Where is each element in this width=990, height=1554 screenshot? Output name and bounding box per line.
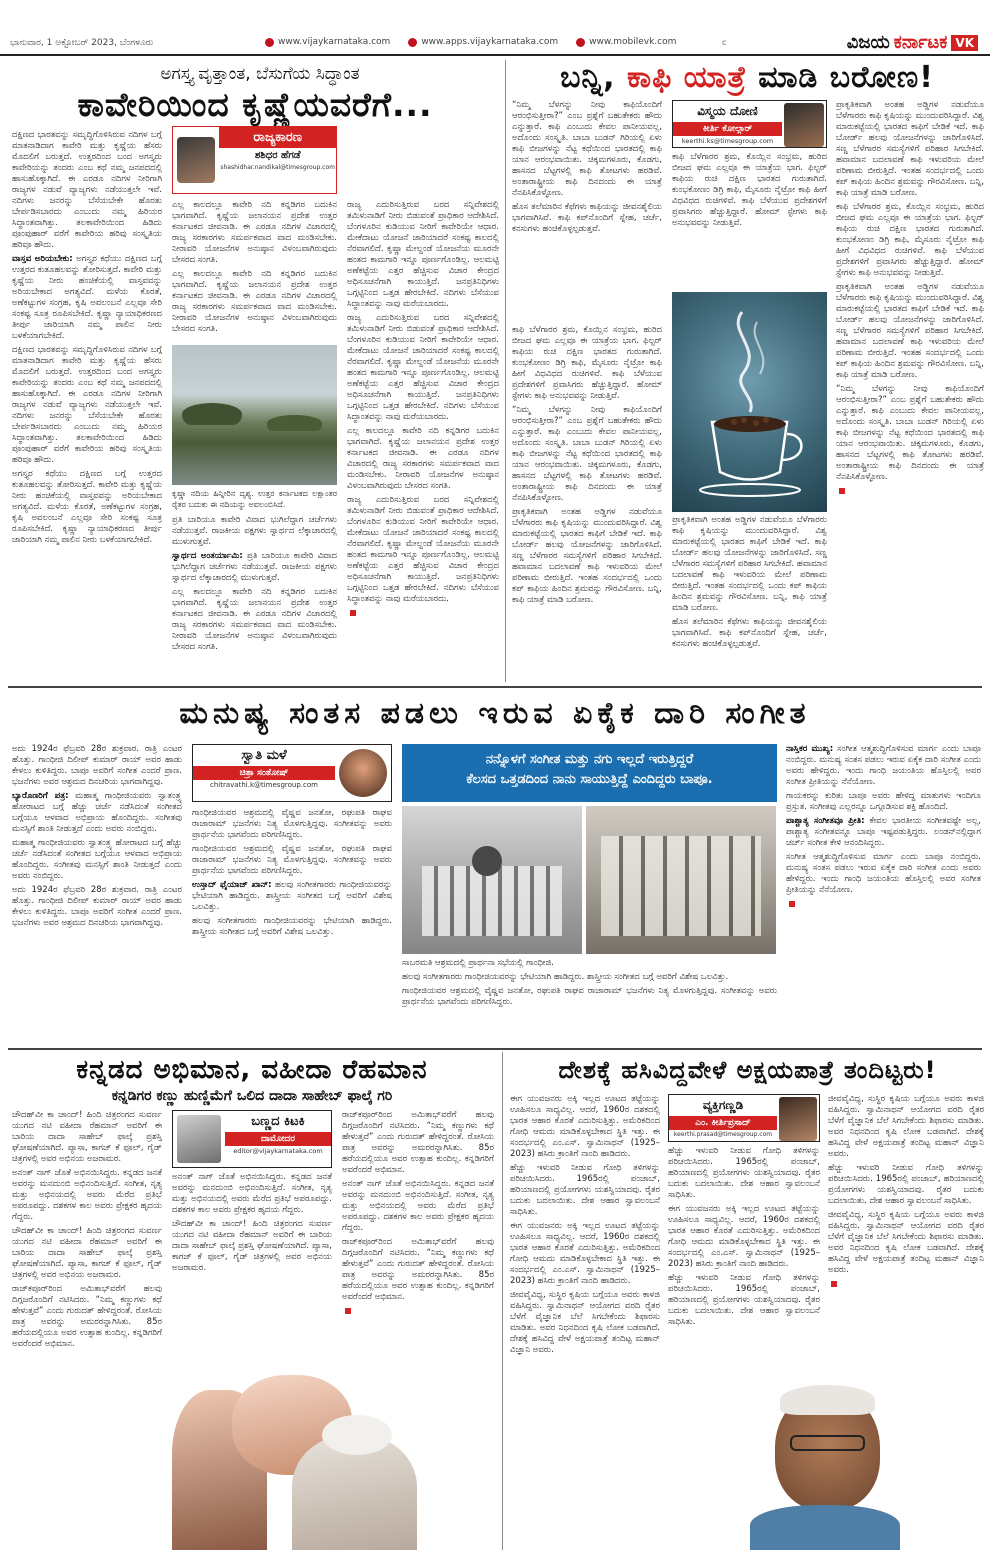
author-email[interactable]: editor@vijaykarnataka.com bbox=[233, 1147, 323, 1155]
app-icon bbox=[408, 38, 417, 47]
gandhi-prayer-photo bbox=[402, 806, 582, 954]
author-name: ಚಿತ್ರಾ ಸಂತೋಷ್ bbox=[193, 766, 335, 780]
author-name: ಎಂ. ಕೀರ್ತಿಪ್ರಸಾದ್ bbox=[669, 1116, 777, 1130]
article4-byline bbox=[172, 1110, 332, 1168]
article4-column3: ರಾಜ್‌ಕಪೂರ್‌ರಿಂದ ಅಮಿತಾಭ್‌ವರೆಗೆ ಹಲವು ದಿಗ್ಗಜರೊಂದಿಗೆ ನಟಿಸಿದರು. “ನಿಮ್ಮ ಕಣ್ಣುಗಳು ಕಥೆ ಹೇಳುತ್ತವೆ” ಎಂದು ಗುರುದತ್ ಹೇಳಿದ್ದರಂತೆ. ರೋಸಿಯ ಪಾತ್ರ ಅವರನ್ನು ಅಮರರನ್ನಾಗಿಸಿತು. 85ರ ಹರೆಯದಲ್ಲಿಯೂ ಅವರ ಉತ್ಸಾಹ ಕುಂದಿಲ್ಲ. ಕನ್ನಡಿಗರಿಗೆ ಅವರೆಂದರೆ ಅಭಿಮಾನ. ಅನಂತ್ ನಾಗ್ ಜೊತೆ ಅಭಿನಯಿಸಿದ್ದರು. ಕನ್ನಡದ ಜನತೆ ಅವರನ್ನು ಮನದುಂಬಿ ಅಭಿನಂದಿಸುತ್ತಿದೆ. ಸಂಗೀತ, ನೃತ್ಯ ಮತ್ತು ಅಭಿನಯದಲ್ಲಿ ಅವರು ಮೆರೆದ ಪ್ರತಿಭೆ ಅಪರೂಪದ್ದು. ದಶಕಗಳ ಕಾಲ ಅವರು ಪ್ರೇಕ್ಷಕರ ಹೃದಯ ಗೆದ್ದರು. ರಾಜ್‌ಕಪೂರ್‌ರಿಂದ ಅಮಿತಾಭ್‌ವರೆಗೆ ಹಲವು ದಿಗ್ಗಜರೊಂದಿಗೆ ನಟಿಸಿದರು. “ನಿಮ್ಮ ಕಣ್ಣುಗಳು ಕಥೆ ಹೇಳುತ್ತವೆ” ಎಂದು ಗುರುದತ್ ಹೇಳಿದ್ದರಂತೆ. ರೋಸಿಯ ಪಾತ್ರ ಅವರನ್ನು ಅಮರರನ್ನಾಗಿಸಿತು. 85ರ ಹರೆಯದಲ್ಲಿಯೂ ಅವರ ಉತ್ಸಾಹ ಕುಂದಿಲ್ಲ. ಕನ್ನಡಿಗರಿಗೆ ಅವರೆಂದರೆ ಅಭಿಮಾನ. bbox=[342, 1110, 494, 1550]
article3-column3: ನಾಸ್ತಿಕರ ಮುಖ್ಯ: ಸಂಗೀತ ಆತ್ಮಶುದ್ಧಿಗೊಳಿಸುವ ಮಾರ್ಗ ಎಂದು ಬಾಪೂ ನಂಬಿದ್ದರು. ಮನುಷ್ಯ ಸಂತಸ ಪಡಲು ಇರುವ ಏಕೈಕ ದಾರಿ ಸಂಗೀತ ಎಂದು ಅವರು ಹೇಳಿದ್ದರು. ಇಂದು ಗಾಂಧಿ ಜಯಂತಿಯ ಹೊಸ್ತಿಲಲ್ಲಿ ಅವರ ಸಂಗೀತ ಪ್ರೀತಿಯನ್ನು ನೆನೆಯೋಣ. ಗಾಯಕರನ್ನು ಕುರಿತು ಬಾಪೂ ಅವರು ಹೇಳಿದ್ದ ಮಾತುಗಳು ಇಂದಿಗೂ ಪ್ರಸ್ತುತ. ಸಂಗೀತವು ಎಲ್ಲರನ್ನೂ ಒಗ್ಗೂಡಿಸುವ ಶಕ್ತಿ ಹೊಂದಿದೆ. ಪಾಶ್ಚಾತ್ಯ ಸಂಗೀತವೂ ಪ್ರೀತಿ: ಕೇವಲ ಭಾರತೀಯ ಸಂಗೀತವಷ್ಟೇ ಅಲ್ಲ, ಪಾಶ್ಚಾತ್ಯ ಸಂಗೀತವನ್ನೂ ಬಾಪೂ ಇಷ್ಟಪಡುತ್ತಿದ್ದರು. ಲಂಡನ್‌ನಲ್ಲಿದ್ದಾಗ ಚರ್ಚ್ ಸಂಗೀತ ಕೇಳಿ ಆನಂದಿಸಿದ್ದರು. ಸಂಗೀತ ಆತ್ಮಶುದ್ಧಿಗೊಳಿಸುವ ಮಾರ್ಗ ಎಂದು ಬಾಪೂ ನಂಬಿದ್ದರು. ಮನುಷ್ಯ ಸಂತಸ ಪಡಲು ಇರುವ ಏಕೈಕ ದಾರಿ ಸಂಗೀತ ಎಂದು ಅವರು ಹೇಳಿದ್ದರು. ಇಂದು ಗಾಂಧಿ ಜಯಂತಿಯ ಹೊಸ್ತಿಲಲ್ಲಿ ಅವರ ಸಂಗೀತ ಪ್ರೀತಿಯನ್ನು ನೆನೆಯೋಣ. bbox=[786, 744, 981, 1044]
end-mark bbox=[831, 1281, 837, 1287]
musicians-photo bbox=[586, 806, 776, 954]
article5-column3: ಜೀವವೈವಿಧ್ಯ, ಸುಸ್ಥಿರ ಕೃಷಿಯ ಬಗ್ಗೆಯೂ ಅವರು ಕಾಳಜಿ ವಹಿಸಿದ್ದರು. ಸ್ವಾಮಿನಾಥನ್ ಆಯೋಗದ ವರದಿ ರೈತರ ಬೆಳೆಗೆ ವೈಜ್ಞಾನಿಕ ಬೆಲೆ ಸಿಗಬೇಕೆಂದು ಶಿಫಾರಸು ಮಾಡಿತು. ಅವರ ನಿಧನದಿಂದ ಕೃಷಿ ಲೋಕ ಬಡವಾಗಿದೆ. ದೇಶಕ್ಕೆ ಹಸಿವಿದ್ದ ವೇಳೆ ಅಕ್ಷಯಪಾತ್ರೆ ತಂದಿಟ್ಟ ಮಹಾನ್ ವಿಜ್ಞಾನಿ ಅವರು. ಹೆಚ್ಚು ಇಳುವರಿ ನೀಡುವ ಗೋಧಿ ತಳಿಗಳನ್ನು ಪರಿಚಯಿಸಿದರು. 1965ರಲ್ಲಿ ಪಂಜಾಬ್, ಹರಿಯಾಣದಲ್ಲಿ ಪ್ರಯೋಗಗಳು ಯಶಸ್ವಿಯಾದವು. ರೈತರ ಬದುಕು ಬದಲಾಯಿತು. ದೇಶ ಆಹಾರ ಸ್ವಾವಲಂಬನೆ ಸಾಧಿಸಿತು. ಜೀವವೈವಿಧ್ಯ, ಸುಸ್ಥಿರ ಕೃಷಿಯ ಬಗ್ಗೆಯೂ ಅವರು ಕಾಳಜಿ ವಹಿಸಿದ್ದರು. ಸ್ವಾಮಿನಾಥನ್ ಆಯೋಗದ ವರದಿ ರೈತರ ಬೆಳೆಗೆ ವೈಜ್ಞಾನಿಕ ಬೆಲೆ ಸಿಗಬೇಕೆಂದು ಶಿಫಾರಸು ಮಾಡಿತು. ಅವರ ನಿಧನದಿಂದ ಕೃಷಿ ಲೋಕ ಬಡವಾಗಿದೆ. ದೇಶಕ್ಕೆ ಹಸಿವಿದ್ದ ವೇಳೆ ಅಕ್ಷಯಪಾತ್ರೆ ತಂದಿಟ್ಟ ಮಹಾನ್ ವಿಜ್ಞಾನಿ ಅವರು. bbox=[828, 1094, 984, 1550]
author-name: ದಾಮೋದರ bbox=[225, 1132, 331, 1146]
end-mark bbox=[345, 1308, 351, 1314]
brand-name-part2: ಕರ್ನಾಟಕ bbox=[893, 32, 948, 53]
article4-headline: ಕನ್ನಡದ ಅಭಿಮಾನ, ವಹೀದಾ ರೆಹಮಾನ bbox=[76, 1055, 428, 1085]
brand-name-part1: ವಿಜಯ bbox=[846, 32, 890, 53]
coffee-cup-icon bbox=[672, 292, 827, 512]
article3-photo-caption: ಸಾಬರಮತಿ ಆಶ್ರಮದಲ್ಲಿ ಪ್ರಾರ್ಥನಾ ಸಭೆಯಲ್ಲಿ ಗಾಂಧೀಜಿ. ಹಲವು ಸಂಗೀತಗಾರರು ಗಾಂಧೀಜಿಯವರನ್ನು ಭೇಟಿಯಾಗಿ ಹಾಡಿದ್ದರು. ಶಾಸ್ತ್ರೀಯ ಸಂಗೀತದ ಬಗ್ಗೆ ಅವರಿಗೆ ವಿಶೇಷ ಒಲವಿತ್ತು. ಗಾಂಧೀಜಿಯವರ ಆಶ್ರಮದಲ್ಲಿ ವೈಷ್ಣವ ಜನತೋ, ರಘುಪತಿ ರಾಘವ ರಾಜಾರಾಮ್ ಭಜನೆಗಳು ನಿತ್ಯ ಮೊಳಗುತ್ತಿದ್ದವು. ಸಂಗೀತವನ್ನು ಅವರು ಪ್ರಾರ್ಥನೆಯ ಭಾಗವೆಂದು ಪರಿಗಣಿಸಿದ್ದರು. bbox=[402, 958, 777, 1007]
author-email[interactable]: chitravathi.k@timesgroup.com bbox=[210, 781, 318, 789]
river-photo bbox=[172, 345, 337, 485]
section-divider bbox=[8, 1048, 982, 1050]
masthead bbox=[0, 0, 990, 56]
article1-kicker: ಅಗಸ್ತ್ಯ ವೃತ್ತಾಂತ, ಬೆಸುಗೆಯ ಸಿದ್ಧಾಂತ bbox=[160, 64, 360, 84]
column-tag: ವಿಸ್ಮಯ ದೋಣಿ bbox=[673, 101, 782, 122]
section-divider bbox=[8, 686, 982, 688]
swaminathan-portrait bbox=[750, 1380, 900, 1550]
article3-byline bbox=[192, 744, 392, 802]
brand-logo bbox=[847, 32, 978, 53]
end-mark bbox=[839, 488, 845, 494]
apps-link[interactable]: www.apps.vijaykarnataka.com bbox=[408, 37, 558, 47]
article2-column1-top: “ನಿಮ್ಮ ಬೆಳಗನ್ನು ನೀವು ಕಾಫಿಯೊಂದಿಗೆ ಆರಂಭಿಸುತ್ತೀರಾ?” ಎಂಬ ಪ್ರಶ್ನೆಗೆ ಬಹುತೇಕರು ಹೌದು ಎನ್ನುತ್ತಾರೆ. ಕಾಫಿ ಎಂಬುದು ಕೇವಲ ಪಾನೀಯವಲ್ಲ, ಅದೊಂದು ಸಂಸ್ಕೃತಿ. ಬಾಬಾ ಬುಡನ್ ಗಿರಿಯಲ್ಲಿ ಏಳು ಕಾಫಿ ಬೀಜಗಳನ್ನು ನೆಟ್ಟ ಕಥೆಯಿಂದ ಭಾರತದಲ್ಲಿ ಕಾಫಿ ಯಾನ ಆರಂಭವಾಯಿತು. ಚಿಕ್ಕಮಗಳೂರು, ಕೊಡಗು, ಹಾಸನದ ಬೆಟ್ಟಗಳಲ್ಲಿ ಕಾಫಿ ತೋಟಗಳು ಹರಡಿವೆ. ಅಂತಾರಾಷ್ಟ್ರೀಯ ಕಾಫಿ ದಿನದಂದು ಈ ಯಾತ್ರೆ ನೆನಪಿಸಿಕೊಳ್ಳೋಣ. ಹೊಸ ತಲೆಮಾರಿನ ಕೆಫೆಗಳು ಕಾಫಿಯನ್ನು ಜೀವನಶೈಲಿಯ ಭಾಗವಾಗಿಸಿವೆ. ಕಾಫಿ ಕಪ್‌ನೊಂದಿಗೆ ಸ್ನೇಹ, ಚರ್ಚೆ, ಕನಸುಗಳು ಹಂಚಿಕೊಳ್ಳಲ್ಪಡುತ್ತವೆ. bbox=[512, 100, 662, 234]
brand-badge: VK bbox=[951, 35, 978, 51]
article2-byline bbox=[672, 100, 827, 148]
globe-icon bbox=[265, 38, 274, 47]
column-divider bbox=[505, 60, 506, 682]
end-mark bbox=[789, 901, 795, 907]
column-tag: ಸ್ವಾತಿ ಮಳೆ bbox=[193, 745, 335, 766]
author-photo bbox=[177, 1115, 221, 1163]
article3-column2: ಗಾಂಧೀಜಿಯವರ ಆಶ್ರಮದಲ್ಲಿ ವೈಷ್ಣವ ಜನತೋ, ರಘುಪತಿ ರಾಘವ ರಾಜಾರಾಮ್ ಭಜನೆಗಳು ನಿತ್ಯ ಮೊಳಗುತ್ತಿದ್ದವು. ಸಂಗೀತವನ್ನು ಅವರು ಪ್ರಾರ್ಥನೆಯ ಭಾಗವೆಂದು ಪರಿಗಣಿಸಿದ್ದರು. ಗಾಂಧೀಜಿಯವರ ಆಶ್ರಮದಲ್ಲಿ ವೈಷ್ಣವ ಜನತೋ, ರಘುಪತಿ ರಾಘವ ರಾಜಾರಾಮ್ ಭಜನೆಗಳು ನಿತ್ಯ ಮೊಳಗುತ್ತಿದ್ದವು. ಸಂಗೀತವನ್ನು ಅವರು ಪ್ರಾರ್ಥನೆಯ ಭಾಗವೆಂದು ಪರಿಗಣಿಸಿದ್ದರು. ಉಸ್ತಾದ್ ಫೈಯಾಜ್ ಖಾನ್: ಹಲವು ಸಂಗೀತಗಾರರು ಗಾಂಧೀಜಿಯವರನ್ನು ಭೇಟಿಯಾಗಿ ಹಾಡಿದ್ದರು. ಶಾಸ್ತ್ರೀಯ ಸಂಗೀತದ ಬಗ್ಗೆ ಅವರಿಗೆ ವಿಶೇಷ ಒಲವಿತ್ತು. ಹಲವು ಸಂಗೀತಗಾರರು ಗಾಂಧೀಜಿಯವರನ್ನು ಭೇಟಿಯಾಗಿ ಹಾಡಿದ್ದರು. ಶಾಸ್ತ್ರೀಯ ಸಂಗೀತದ ಬಗ್ಗೆ ಅವರಿಗೆ ವಿಶೇಷ ಒಲವಿತ್ತು. bbox=[192, 808, 392, 937]
author-photo bbox=[339, 749, 387, 797]
article2-column2-bottom: ಪ್ರಾಕೃತಿಕವಾಗಿ ಅಂತಹ ಅಡ್ಡಿಗಳ ನಡುವೆಯೂ ಬೆಳೆಗಾರರು ಕಾಫಿ ಕೃಷಿಯನ್ನು ಮುಂದುವರಿಸಿದ್ದಾರೆ. ವಿಶ್ವ ಮಾರುಕಟ್ಟೆಯಲ್ಲಿ ಭಾರತದ ಕಾಫಿಗೆ ಬೇಡಿಕೆ ಇದೆ. ಕಾಫಿ ಬೋರ್ಡ್ ಹಲವು ಯೋಜನೆಗಳನ್ನು ಜಾರಿಗೊಳಿಸಿದೆ. ಸಣ್ಣ ಬೆಳೆಗಾರರ ಸಮಸ್ಯೆಗಳಿಗೆ ಪರಿಹಾರ ಸಿಗಬೇಕಿದೆ. ಹವಾಮಾನ ಬದಲಾವಣೆ ಕಾಫಿ ಇಳುವರಿಯ ಮೇಲೆ ಪರಿಣಾಮ ಬೀರುತ್ತಿದೆ. ಇಂತಹ ಸಂದರ್ಭದಲ್ಲಿ ಒಂದು ಕಪ್ ಕಾಫಿಯ ಹಿಂದಿನ ಶ್ರಮವನ್ನು ಗೌರವಿಸೋಣ. ಬನ್ನಿ, ಕಾಫಿ ಯಾತ್ರೆ ಮಾಡಿ ಬರೋಣ. ಹೊಸ ತಲೆಮಾರಿನ ಕೆಫೆಗಳು ಕಾಫಿಯನ್ನು ಜೀವನಶೈಲಿಯ ಭಾಗವಾಗಿಸಿವೆ. ಕಾಫಿ ಕಪ್‌ನೊಂದಿಗೆ ಸ್ನೇಹ, ಚರ್ಚೆ, ಕನಸುಗಳು ಹಂಚಿಕೊಳ್ಳಲ್ಪಡುತ್ತವೆ. bbox=[672, 515, 827, 649]
waheeda-rehman-collage bbox=[172, 1375, 432, 1550]
article2-column1-bottom: ಕಾಫಿ ಬೆಳೆಗಾರರ ಶ್ರಮ, ಕೊಯ್ಲಿನ ಸಂಭ್ರಮ, ಹುರಿದ ಬೀಜದ ಘಮ ಎಲ್ಲವೂ ಈ ಯಾತ್ರೆಯ ಭಾಗ. ಫಿಲ್ಟರ್ ಕಾಫಿಯ ರುಚಿ ದಕ್ಷಿಣ ಭಾರತದ ಗುರುತಾಗಿದೆ. ಕುಂಭಕೋಣಂ ಡಿಗ್ರಿ ಕಾಫಿ, ಮೈಸೂರು ನೈಟ್ರೋ ಕಾಫಿ ಹೀಗೆ ವಿಧವಿಧದ ರುಚಿಗಳಿವೆ. ಕಾಫಿ ಬೆಳೆಯುವ ಪ್ರದೇಶಗಳಿಗೆ ಪ್ರವಾಸಿಗರು ಹೆಚ್ಚುತ್ತಿದ್ದಾರೆ. ಹೋಮ್ ಸ್ಟೇಗಳು ಕಾಫಿ ಅನುಭವವನ್ನು ನೀಡುತ್ತಿವೆ. “ನಿಮ್ಮ ಬೆಳಗನ್ನು ನೀವು ಕಾಫಿಯೊಂದಿಗೆ ಆರಂಭಿಸುತ್ತೀರಾ?” ಎಂಬ ಪ್ರಶ್ನೆಗೆ ಬಹುತೇಕರು ಹೌದು ಎನ್ನುತ್ತಾರೆ. ಕಾಫಿ ಎಂಬುದು ಕೇವಲ ಪಾನೀಯವಲ್ಲ, ಅದೊಂದು ಸಂಸ್ಕೃತಿ. ಬಾಬಾ ಬುಡನ್ ಗಿರಿಯಲ್ಲಿ ಏಳು ಕಾಫಿ ಬೀಜಗಳನ್ನು ನೆಟ್ಟ ಕಥೆಯಿಂದ ಭಾರತದಲ್ಲಿ ಕಾಫಿ ಯಾನ ಆರಂಭವಾಯಿತು. ಚಿಕ್ಕಮಗಳೂರು, ಕೊಡಗು, ಹಾಸನದ ಬೆಟ್ಟಗಳಲ್ಲಿ ಕಾಫಿ ತೋಟಗಳು ಹರಡಿವೆ. ಅಂತಾರಾಷ್ಟ್ರೀಯ ಕಾಫಿ ದಿನದಂದು ಈ ಯಾತ್ರೆ ನೆನಪಿಸಿಕೊಳ್ಳೋಣ. ಪ್ರಾಕೃತಿಕವಾಗಿ ಅಂತಹ ಅಡ್ಡಿಗಳ ನಡುವೆಯೂ ಬೆಳೆಗಾರರು ಕಾಫಿ ಕೃಷಿಯನ್ನು ಮುಂದುವರಿಸಿದ್ದಾರೆ. ವಿಶ್ವ ಮಾರುಕಟ್ಟೆಯಲ್ಲಿ ಭಾರತದ ಕಾಫಿಗೆ ಬೇಡಿಕೆ ಇದೆ. ಕಾಫಿ ಬೋರ್ಡ್ ಹಲವು ಯೋಜನೆಗಳನ್ನು ಜಾರಿಗೊಳಿಸಿದೆ. ಸಣ್ಣ ಬೆಳೆಗಾರರ ಸಮಸ್ಯೆಗಳಿಗೆ ಪರಿಹಾರ ಸಿಗಬೇಕಿದೆ. ಹವಾಮಾನ ಬದಲಾವಣೆ ಕಾಫಿ ಇಳುವರಿಯ ಮೇಲೆ ಪರಿಣಾಮ ಬೀರುತ್ತಿದೆ. ಇಂತಹ ಸಂದರ್ಭದಲ್ಲಿ ಒಂದು ಕಪ್ ಕಾಫಿಯ ಹಿಂದಿನ ಶ್ರಮವನ್ನು ಗೌರವಿಸೋಣ. ಬನ್ನಿ, ಕಾಫಿ ಯಾತ್ರೆ ಮಾಡಿ ಬರೋಣ. bbox=[512, 325, 662, 605]
author-name: ಶಶಿಧರ ಹೆಗಡೆ bbox=[254, 150, 301, 161]
author-email[interactable]: keerthi.prasad@timesgroup.com bbox=[673, 1131, 773, 1138]
issue-date: ಭಾನುವಾರ, 1 ಅಕ್ಟೋಬರ್ 2023, ಬೆಂಗಳೂರು bbox=[10, 38, 154, 48]
author-name: ಕೀರ್ತಿ ಕೋಲ್ಗಾರ್ bbox=[673, 122, 782, 136]
author-photo bbox=[177, 137, 215, 183]
article1-column2-bottom: ಪ್ರತಿ ಬಾರಿಯೂ ಕಾವೇರಿ ವಿವಾದ ಭುಗಿಲೆದ್ದಾಗ ಚರ್ಚೆಗಳು ನಡೆಯುತ್ತವೆ. ರಾಜಕೀಯ ಪಕ್ಷಗಳು ಸ್ವಾರ್ಥದ ಲೆಕ್ಕಾಚಾರದಲ್ಲಿ ಮುಳುಗುತ್ತವೆ. ಸ್ವಾರ್ಥದ ಅಂತರ್ಯಾಮಿ: ಪ್ರತಿ ಬಾರಿಯೂ ಕಾವೇರಿ ವಿವಾದ ಭುಗಿಲೆದ್ದಾಗ ಚರ್ಚೆಗಳು ನಡೆಯುತ್ತವೆ. ರಾಜಕೀಯ ಪಕ್ಷಗಳು ಸ್ವಾರ್ಥದ ಲೆಕ್ಕಾಚಾರದಲ್ಲಿ ಮುಳುಗುತ್ತವೆ. ಎಲ್ಲ ಕಾಲದಲ್ಲೂ ಕಾವೇರಿ ನದಿ ಕನ್ನಡಿಗರ ಬದುಕಿನ ಭಾಗವಾಗಿದೆ. ಕೃಷ್ಣೆಯ ಜಲಾನಯನ ಪ್ರದೇಶ ಉತ್ತರ ಕರ್ನಾಟಕದ ಜೀವನಾಡಿ. ಈ ಎರಡೂ ನದಿಗಳ ವಿಚಾರದಲ್ಲಿ ರಾಜ್ಯ ಸರಕಾರಗಳು ಸಮರ್ಪಕವಾದ ವಾದ ಮಂಡಿಸಬೇಕು. ನೀರಾವರಿ ಯೋಜನೆಗಳ ಅನುಷ್ಠಾನ ವಿಳಂಬವಾಗಿರುವುದು ಬೇಸರದ ಸಂಗತಿ. bbox=[172, 515, 337, 652]
author-email[interactable]: shashidhar.nandikal@timesgroup.com bbox=[220, 164, 335, 171]
article1-column2-top: ಎಲ್ಲ ಕಾಲದಲ್ಲೂ ಕಾವೇರಿ ನದಿ ಕನ್ನಡಿಗರ ಬದುಕಿನ ಭಾಗವಾಗಿದೆ. ಕೃಷ್ಣೆಯ ಜಲಾನಯನ ಪ್ರದೇಶ ಉತ್ತರ ಕರ್ನಾಟಕದ ಜೀವನಾಡಿ. ಈ ಎರಡೂ ನದಿಗಳ ವಿಚಾರದಲ್ಲಿ ರಾಜ್ಯ ಸರಕಾರಗಳು ಸಮರ್ಪಕವಾದ ವಾದ ಮಂಡಿಸಬೇಕು. ನೀರಾವರಿ ಯೋಜನೆಗಳ ಅನುಷ್ಠಾನ ವಿಳಂಬವಾಗಿರುವುದು ಬೇಸರದ ಸಂಗತಿ. ಎಲ್ಲ ಕಾಲದಲ್ಲೂ ಕಾವೇರಿ ನದಿ ಕನ್ನಡಿಗರ ಬದುಕಿನ ಭಾಗವಾಗಿದೆ. ಕೃಷ್ಣೆಯ ಜಲಾನಯನ ಪ್ರದೇಶ ಉತ್ತರ ಕರ್ನಾಟಕದ ಜೀವನಾಡಿ. ಈ ಎರಡೂ ನದಿಗಳ ವಿಚಾರದಲ್ಲಿ ರಾಜ್ಯ ಸರಕಾರಗಳು ಸಮರ್ಪಕವಾದ ವಾದ ಮಂಡಿಸಬೇಕು. ನೀರಾವರಿ ಯೋಜನೆಗಳ ಅನುಷ್ಠಾನ ವಿಳಂಬವಾಗಿರುವುದು ಬೇಸರದ ಸಂಗತಿ. bbox=[172, 200, 337, 334]
river-photo-caption: ಕೃಷ್ಣಾ ನದಿಯ ಹಿನ್ನೀರಿನ ದೃಶ್ಯ. ಉತ್ತರ ಕರ್ನಾಟಕದ ಲಕ್ಷಾಂತರ ರೈತರ ಬದುಕು ಈ ನದಿಯನ್ನು ಅವಲಂಬಿಸಿದೆ. bbox=[172, 489, 337, 509]
article5-byline bbox=[668, 1094, 820, 1142]
article2-column3: ಪ್ರಾಕೃತಿಕವಾಗಿ ಅಂತಹ ಅಡ್ಡಿಗಳ ನಡುವೆಯೂ ಬೆಳೆಗಾರರು ಕಾಫಿ ಕೃಷಿಯನ್ನು ಮುಂದುವರಿಸಿದ್ದಾರೆ. ವಿಶ್ವ ಮಾರುಕಟ್ಟೆಯಲ್ಲಿ ಭಾರತದ ಕಾಫಿಗೆ ಬೇಡಿಕೆ ಇದೆ. ಕಾಫಿ ಬೋರ್ಡ್ ಹಲವು ಯೋಜನೆಗಳನ್ನು ಜಾರಿಗೊಳಿಸಿದೆ. ಸಣ್ಣ ಬೆಳೆಗಾರರ ಸಮಸ್ಯೆಗಳಿಗೆ ಪರಿಹಾರ ಸಿಗಬೇಕಿದೆ. ಹವಾಮಾನ ಬದಲಾವಣೆ ಕಾಫಿ ಇಳುವರಿಯ ಮೇಲೆ ಪರಿಣಾಮ ಬೀರುತ್ತಿದೆ. ಇಂತಹ ಸಂದರ್ಭದಲ್ಲಿ ಒಂದು ಕಪ್ ಕಾಫಿಯ ಹಿಂದಿನ ಶ್ರಮವನ್ನು ಗೌರವಿಸೋಣ. ಬನ್ನಿ, ಕಾಫಿ ಯಾತ್ರೆ ಮಾಡಿ ಬರೋಣ. ಕಾಫಿ ಬೆಳೆಗಾರರ ಶ್ರಮ, ಕೊಯ್ಲಿನ ಸಂಭ್ರಮ, ಹುರಿದ ಬೀಜದ ಘಮ ಎಲ್ಲವೂ ಈ ಯಾತ್ರೆಯ ಭಾಗ. ಫಿಲ್ಟರ್ ಕಾಫಿಯ ರುಚಿ ದಕ್ಷಿಣ ಭಾರತದ ಗುರುತಾಗಿದೆ. ಕುಂಭಕೋಣಂ ಡಿಗ್ರಿ ಕಾಫಿ, ಮೈಸೂರು ನೈಟ್ರೋ ಕಾಫಿ ಹೀಗೆ ವಿಧವಿಧದ ರುಚಿಗಳಿವೆ. ಕಾಫಿ ಬೆಳೆಯುವ ಪ್ರದೇಶಗಳಿಗೆ ಪ್ರವಾಸಿಗರು ಹೆಚ್ಚುತ್ತಿದ್ದಾರೆ. ಹೋಮ್ ಸ್ಟೇಗಳು ಕಾಫಿ ಅನುಭವವನ್ನು ನೀಡುತ್ತಿವೆ. ಪ್ರಾಕೃತಿಕವಾಗಿ ಅಂತಹ ಅಡ್ಡಿಗಳ ನಡುವೆಯೂ ಬೆಳೆಗಾರರು ಕಾಫಿ ಕೃಷಿಯನ್ನು ಮುಂದುವರಿಸಿದ್ದಾರೆ. ವಿಶ್ವ ಮಾರುಕಟ್ಟೆಯಲ್ಲಿ ಭಾರತದ ಕಾಫಿಗೆ ಬೇಡಿಕೆ ಇದೆ. ಕಾಫಿ ಬೋರ್ಡ್ ಹಲವು ಯೋಜನೆಗಳನ್ನು ಜಾರಿಗೊಳಿಸಿದೆ. ಸಣ್ಣ ಬೆಳೆಗಾರರ ಸಮಸ್ಯೆಗಳಿಗೆ ಪರಿಹಾರ ಸಿಗಬೇಕಿದೆ. ಹವಾಮಾನ ಬದಲಾವಣೆ ಕಾಫಿ ಇಳುವರಿಯ ಮೇಲೆ ಪರಿಣಾಮ ಬೀರುತ್ತಿದೆ. ಇಂತಹ ಸಂದರ್ಭದಲ್ಲಿ ಒಂದು ಕಪ್ ಕಾಫಿಯ ಹಿಂದಿನ ಶ್ರಮವನ್ನು ಗೌರವಿಸೋಣ. ಬನ್ನಿ, ಕಾಫಿ ಯಾತ್ರೆ ಮಾಡಿ ಬರೋಣ. “ನಿಮ್ಮ ಬೆಳಗನ್ನು ನೀವು ಕಾಫಿಯೊಂದಿಗೆ ಆರಂಭಿಸುತ್ತೀರಾ?” ಎಂಬ ಪ್ರಶ್ನೆಗೆ ಬಹುತೇಕರು ಹೌದು ಎನ್ನುತ್ತಾರೆ. ಕಾಫಿ ಎಂಬುದು ಕೇವಲ ಪಾನೀಯವಲ್ಲ, ಅದೊಂದು ಸಂಸ್ಕೃತಿ. ಬಾಬಾ ಬುಡನ್ ಗಿರಿಯಲ್ಲಿ ಏಳು ಕಾಫಿ ಬೀಜಗಳನ್ನು ನೆಟ್ಟ ಕಥೆಯಿಂದ ಭಾರತದಲ್ಲಿ ಕಾಫಿ ಯಾನ ಆರಂಭವಾಯಿತು. ಚಿಕ್ಕಮಗಳೂರು, ಕೊಡಗು, ಹಾಸನದ ಬೆಟ್ಟಗಳಲ್ಲಿ ಕಾಫಿ ತೋಟಗಳು ಹರಡಿವೆ. ಅಂತಾರಾಷ್ಟ್ರೀಯ ಕಾಫಿ ದಿನದಂದು ಈ ಯಾತ್ರೆ ನೆನಪಿಸಿಕೊಳ್ಳೋಣ. bbox=[836, 100, 984, 680]
article1-byline bbox=[172, 126, 337, 194]
article2-column2-top: ಕಾಫಿ ಬೆಳೆಗಾರರ ಶ್ರಮ, ಕೊಯ್ಲಿನ ಸಂಭ್ರಮ, ಹುರಿದ ಬೀಜದ ಘಮ ಎಲ್ಲವೂ ಈ ಯಾತ್ರೆಯ ಭಾಗ. ಫಿಲ್ಟರ್ ಕಾಫಿಯ ರುಚಿ ದಕ್ಷಿಣ ಭಾರತದ ಗುರುತಾಗಿದೆ. ಕುಂಭಕೋಣಂ ಡಿಗ್ರಿ ಕಾಫಿ, ಮೈಸೂರು ನೈಟ್ರೋ ಕಾಫಿ ಹೀಗೆ ವಿಧವಿಧದ ರುಚಿಗಳಿವೆ. ಕಾಫಿ ಬೆಳೆಯುವ ಪ್ರದೇಶಗಳಿಗೆ ಪ್ರವಾಸಿಗರು ಹೆಚ್ಚುತ್ತಿದ್ದಾರೆ. ಹೋಮ್ ಸ್ಟೇಗಳು ಕಾಫಿ ಅನುಭವವನ್ನು ನೀಡುತ್ತಿವೆ. bbox=[672, 152, 827, 228]
column-tag: ವ್ಯಕ್ತಿಗಣ್ಣಡಿ bbox=[669, 1095, 777, 1116]
article4-column1: ಚೌದಹ್‌ವೀ ಕಾ ಚಾಂದ್! ಹಿಂದಿ ಚಿತ್ರರಂಗದ ಸುವರ್ಣ ಯುಗದ ನಟಿ ವಹೀದಾ ರೆಹಮಾನ್ ಅವರಿಗೆ ಈ ಬಾರಿಯ ದಾದಾ ಸಾಹೇಬ್ ಫಾಲ್ಕೆ ಪ್ರಶಸ್ತಿ ಘೋಷಣೆಯಾಗಿದೆ. ಪ್ಯಾಸಾ, ಕಾಗಜ್ ಕೆ ಫೂಲ್, ಗೈಡ್ ಚಿತ್ರಗಳಲ್ಲಿ ಅವರ ಅಭಿನಯ ಅಜರಾಮರ. ಅನಂತ್ ನಾಗ್ ಜೊತೆ ಅಭಿನಯಿಸಿದ್ದರು. ಕನ್ನಡದ ಜನತೆ ಅವರನ್ನು ಮನದುಂಬಿ ಅಭಿನಂದಿಸುತ್ತಿದೆ. ಸಂಗೀತ, ನೃತ್ಯ ಮತ್ತು ಅಭಿನಯದಲ್ಲಿ ಅವರು ಮೆರೆದ ಪ್ರತಿಭೆ ಅಪರೂಪದ್ದು. ದಶಕಗಳ ಕಾಲ ಅವರು ಪ್ರೇಕ್ಷಕರ ಹೃದಯ ಗೆದ್ದರು. ಚೌದಹ್‌ವೀ ಕಾ ಚಾಂದ್! ಹಿಂದಿ ಚಿತ್ರರಂಗದ ಸುವರ್ಣ ಯುಗದ ನಟಿ ವಹೀದಾ ರೆಹಮಾನ್ ಅವರಿಗೆ ಈ ಬಾರಿಯ ದಾದಾ ಸಾಹೇಬ್ ಫಾಲ್ಕೆ ಪ್ರಶಸ್ತಿ ಘೋಷಣೆಯಾಗಿದೆ. ಪ್ಯಾಸಾ, ಕಾಗಜ್ ಕೆ ಫೂಲ್, ಗೈಡ್ ಚಿತ್ರಗಳಲ್ಲಿ ಅವರ ಅಭಿನಯ ಅಜರಾಮರ. ರಾಜ್‌ಕಪೂರ್‌ರಿಂದ ಅಮಿತಾಭ್‌ವರೆಗೆ ಹಲವು ದಿಗ್ಗಜರೊಂದಿಗೆ ನಟಿಸಿದರು. “ನಿಮ್ಮ ಕಣ್ಣುಗಳು ಕಥೆ ಹೇಳುತ್ತವೆ” ಎಂದು ಗುರುದತ್ ಹೇಳಿದ್ದರಂತೆ. ರೋಸಿಯ ಪಾತ್ರ ಅವರನ್ನು ಅಮರರನ್ನಾಗಿಸಿತು. 85ರ ಹರೆಯದಲ್ಲಿಯೂ ಅವರ ಉತ್ಸಾಹ ಕುಂದಿಲ್ಲ. ಕನ್ನಡಿಗರಿಗೆ ಅವರೆಂದರೆ ಅಭಿಮಾನ. bbox=[12, 1110, 162, 1349]
article5-column1: ಈಗ ಯುವಜನರು ಅಕ್ಕಿ ಇಲ್ಲದ ಊಟದ ತಟ್ಟೆಯನ್ನು ಊಹಿಸಲೂ ಸಾಧ್ಯವಿಲ್ಲ. ಆದರೆ, 1960ರ ದಶಕದಲ್ಲಿ ಭಾರತ ಆಹಾರ ಕೊರತೆ ಎದುರಿಸುತ್ತಿತ್ತು. ಅಮೆರಿಕದಿಂದ ಗೋಧಿ ಆಮದು ಮಾಡಿಕೊಳ್ಳಬೇಕಾದ ಸ್ಥಿತಿ ಇತ್ತು. ಈ ಸಂದರ್ಭದಲ್ಲಿ ಎಂ.ಎಸ್. ಸ್ವಾಮಿನಾಥನ್ (1925–2023) ಹಸಿರು ಕ್ರಾಂತಿಗೆ ನಾಂದಿ ಹಾಡಿದರು. ಹೆಚ್ಚು ಇಳುವರಿ ನೀಡುವ ಗೋಧಿ ತಳಿಗಳನ್ನು ಪರಿಚಯಿಸಿದರು. 1965ರಲ್ಲಿ ಪಂಜಾಬ್, ಹರಿಯಾಣದಲ್ಲಿ ಪ್ರಯೋಗಗಳು ಯಶಸ್ವಿಯಾದವು. ರೈತರ ಬದುಕು ಬದಲಾಯಿತು. ದೇಶ ಆಹಾರ ಸ್ವಾವಲಂಬನೆ ಸಾಧಿಸಿತು. ಈಗ ಯುವಜನರು ಅಕ್ಕಿ ಇಲ್ಲದ ಊಟದ ತಟ್ಟೆಯನ್ನು ಊಹಿಸಲೂ ಸಾಧ್ಯವಿಲ್ಲ. ಆದರೆ, 1960ರ ದಶಕದಲ್ಲಿ ಭಾರತ ಆಹಾರ ಕೊರತೆ ಎದುರಿಸುತ್ತಿತ್ತು. ಅಮೆರಿಕದಿಂದ ಗೋಧಿ ಆಮದು ಮಾಡಿಕೊಳ್ಳಬೇಕಾದ ಸ್ಥಿತಿ ಇತ್ತು. ಈ ಸಂದರ್ಭದಲ್ಲಿ ಎಂ.ಎಸ್. ಸ್ವಾಮಿನಾಥನ್ (1925–2023) ಹಸಿರು ಕ್ರಾಂತಿಗೆ ನಾಂದಿ ಹಾಡಿದರು. ಜೀವವೈವಿಧ್ಯ, ಸುಸ್ಥಿರ ಕೃಷಿಯ ಬಗ್ಗೆಯೂ ಅವರು ಕಾಳಜಿ ವಹಿಸಿದ್ದರು. ಸ್ವಾಮಿನಾಥನ್ ಆಯೋಗದ ವರದಿ ರೈತರ ಬೆಳೆಗೆ ವೈಜ್ಞಾನಿಕ ಬೆಲೆ ಸಿಗಬೇಕೆಂದು ಶಿಫಾರಸು ಮಾಡಿತು. ಅವರ ನಿಧನದಿಂದ ಕೃಷಿ ಲೋಕ ಬಡವಾಗಿದೆ. ದೇಶಕ್ಕೆ ಹಸಿವಿದ್ದ ವೇಳೆ ಅಕ್ಷಯಪಾತ್ರೆ ತಂದಿಟ್ಟ ಮಹಾನ್ ವಿಜ್ಞಾನಿ ಅವರು. bbox=[510, 1094, 660, 1355]
article5-column2: ಹೆಚ್ಚು ಇಳುವರಿ ನೀಡುವ ಗೋಧಿ ತಳಿಗಳನ್ನು ಪರಿಚಯಿಸಿದರು. 1965ರಲ್ಲಿ ಪಂಜಾಬ್, ಹರಿಯಾಣದಲ್ಲಿ ಪ್ರಯೋಗಗಳು ಯಶಸ್ವಿಯಾದವು. ರೈತರ ಬದುಕು ಬದಲಾಯಿತು. ದೇಶ ಆಹಾರ ಸ್ವಾವಲಂಬನೆ ಸಾಧಿಸಿತು. ಈಗ ಯುವಜನರು ಅಕ್ಕಿ ಇಲ್ಲದ ಊಟದ ತಟ್ಟೆಯನ್ನು ಊಹಿಸಲೂ ಸಾಧ್ಯವಿಲ್ಲ. ಆದರೆ, 1960ರ ದಶಕದಲ್ಲಿ ಭಾರತ ಆಹಾರ ಕೊರತೆ ಎದುರಿಸುತ್ತಿತ್ತು. ಅಮೆರಿಕದಿಂದ ಗೋಧಿ ಆಮದು ಮಾಡಿಕೊಳ್ಳಬೇಕಾದ ಸ್ಥಿತಿ ಇತ್ತು. ಈ ಸಂದರ್ಭದಲ್ಲಿ ಎಂ.ಎಸ್. ಸ್ವಾಮಿನಾಥನ್ (1925–2023) ಹಸಿರು ಕ್ರಾಂತಿಗೆ ನಾಂದಿ ಹಾಡಿದರು. ಹೆಚ್ಚು ಇಳುವರಿ ನೀಡುವ ಗೋಧಿ ತಳಿಗಳನ್ನು ಪರಿಚಯಿಸಿದರು. 1965ರಲ್ಲಿ ಪಂಜಾಬ್, ಹರಿಯಾಣದಲ್ಲಿ ಪ್ರಯೋಗಗಳು ಯಶಸ್ವಿಯಾದವು. ರೈತರ ಬದುಕು ಬದಲಾಯಿತು. ದೇಶ ಆಹಾರ ಸ್ವಾವಲಂಬನೆ ಸಾಧಿಸಿತು. bbox=[668, 1146, 820, 1327]
pull-quote: ನನ್ನೊಳಗೆ ಸಂಗೀತ ಮತ್ತು ನಗು ಇಲ್ಲದೆ ಇರುತ್ತಿದ್ದರೆ ಕೆಲಸದ ಒತ್ತಡದಿಂದ ನಾನು ಸಾಯುತ್ತಿದ್ದೆ ಎಂದಿದ್ದರು ಬಾಪೂ. bbox=[402, 744, 777, 802]
mobile-link[interactable]: www.mobilevk.com bbox=[576, 37, 676, 47]
column-divider bbox=[502, 1052, 503, 1550]
coffee-cup-illustration bbox=[672, 292, 827, 512]
article1-column3: ರಾಜ್ಯ ಎದುರಿಸುತ್ತಿರುವ ಬರದ ಸನ್ನಿವೇಶದಲ್ಲಿ ತಮಿಳುನಾಡಿಗೆ ನೀರು ಬಿಡುವಂತೆ ಪ್ರಾಧಿಕಾರ ಆದೇಶಿಸಿದೆ. ಬೆಂಗಳೂರಿನ ಕುಡಿಯುವ ನೀರಿಗೆ ಕಾವೇರಿಯೇ ಆಧಾರ. ಮೇಕೆದಾಟು ಯೋಜನೆ ಜಾರಿಯಾದರೆ ಸಂಕಷ್ಟ ಕಾಲದಲ್ಲಿ ನೆರವಾಗಲಿದೆ. ಕೃಷ್ಣಾ ಮೇಲ್ದಂಡೆ ಯೋಜನೆಯ ಮೂರನೇ ಹಂತದ ಕಾಮಗಾರಿ ಇನ್ನೂ ಪೂರ್ಣಗೊಂಡಿಲ್ಲ. ಆಲಮಟ್ಟಿ ಅಣೆಕಟ್ಟೆಯ ಎತ್ತರ ಹೆಚ್ಚಿಸುವ ವಿಚಾರ ಕೇಂದ್ರದ ಅಧಿಸೂಚನೆಗಾಗಿ ಕಾಯುತ್ತಿದೆ. ಜನಪ್ರತಿನಿಧಿಗಳು ಒಗ್ಗಟ್ಟಿನಿಂದ ಒತ್ತಡ ಹೇರಬೇಕಿದೆ. ನದಿಗಳು ಬೆಸೆಯುವ ಸಿದ್ಧಾಂತವನ್ನು ನಾವು ಮರೆಯಬಾರದು. ರಾಜ್ಯ ಎದುರಿಸುತ್ತಿರುವ ಬರದ ಸನ್ನಿವೇಶದಲ್ಲಿ ತಮಿಳುನಾಡಿಗೆ ನೀರು ಬಿಡುವಂತೆ ಪ್ರಾಧಿಕಾರ ಆದೇಶಿಸಿದೆ. ಬೆಂಗಳೂರಿನ ಕುಡಿಯುವ ನೀರಿಗೆ ಕಾವೇರಿಯೇ ಆಧಾರ. ಮೇಕೆದಾಟು ಯೋಜನೆ ಜಾರಿಯಾದರೆ ಸಂಕಷ್ಟ ಕಾಲದಲ್ಲಿ ನೆರವಾಗಲಿದೆ. ಕೃಷ್ಣಾ ಮೇಲ್ದಂಡೆ ಯೋಜನೆಯ ಮೂರನೇ ಹಂತದ ಕಾಮಗಾರಿ ಇನ್ನೂ ಪೂರ್ಣಗೊಂಡಿಲ್ಲ. ಆಲಮಟ್ಟಿ ಅಣೆಕಟ್ಟೆಯ ಎತ್ತರ ಹೆಚ್ಚಿಸುವ ವಿಚಾರ ಕೇಂದ್ರದ ಅಧಿಸೂಚನೆಗಾಗಿ ಕಾಯುತ್ತಿದೆ. ಜನಪ್ರತಿನಿಧಿಗಳು ಒಗ್ಗಟ್ಟಿನಿಂದ ಒತ್ತಡ ಹೇರಬೇಕಿದೆ. ನದಿಗಳು ಬೆಸೆಯುವ ಸಿದ್ಧಾಂತವನ್ನು ನಾವು ಮರೆಯಬಾರದು. ಎಲ್ಲ ಕಾಲದಲ್ಲೂ ಕಾವೇರಿ ನದಿ ಕನ್ನಡಿಗರ ಬದುಕಿನ ಭಾಗವಾಗಿದೆ. ಕೃಷ್ಣೆಯ ಜಲಾನಯನ ಪ್ರದೇಶ ಉತ್ತರ ಕರ್ನಾಟಕದ ಜೀವನಾಡಿ. ಈ ಎರಡೂ ನದಿಗಳ ವಿಚಾರದಲ್ಲಿ ರಾಜ್ಯ ಸರಕಾರಗಳು ಸಮರ್ಪಕವಾದ ವಾದ ಮಂಡಿಸಬೇಕು. ನೀರಾವರಿ ಯೋಜನೆಗಳ ಅನುಷ್ಠಾನ ವಿಳಂಬವಾಗಿರುವುದು ಬೇಸರದ ಸಂಗತಿ. ರಾಜ್ಯ ಎದುರಿಸುತ್ತಿರುವ ಬರದ ಸನ್ನಿವೇಶದಲ್ಲಿ ತಮಿಳುನಾಡಿಗೆ ನೀರು ಬಿಡುವಂತೆ ಪ್ರಾಧಿಕಾರ ಆದೇಶಿಸಿದೆ. ಬೆಂಗಳೂರಿನ ಕುಡಿಯುವ ನೀರಿಗೆ ಕಾವೇರಿಯೇ ಆಧಾರ. ಮೇಕೆದಾಟು ಯೋಜನೆ ಜಾರಿಯಾದರೆ ಸಂಕಷ್ಟ ಕಾಲದಲ್ಲಿ ನೆರವಾಗಲಿದೆ. ಕೃಷ್ಣಾ ಮೇಲ್ದಂಡೆ ಯೋಜನೆಯ ಮೂರನೇ ಹಂತದ ಕಾಮಗಾರಿ ಇನ್ನೂ ಪೂರ್ಣಗೊಂಡಿಲ್ಲ. ಆಲಮಟ್ಟಿ ಅಣೆಕಟ್ಟೆಯ ಎತ್ತರ ಹೆಚ್ಚಿಸುವ ವಿಚಾರ ಕೇಂದ್ರದ ಅಧಿಸೂಚನೆಗಾಗಿ ಕಾಯುತ್ತಿದೆ. ಜನಪ್ರತಿನಿಧಿಗಳು ಒಗ್ಗಟ್ಟಿನಿಂದ ಒತ್ತಡ ಹೇರಬೇಕಿದೆ. ನದಿಗಳು ಬೆಸೆಯುವ ಸಿದ್ಧಾಂತವನ್ನು ನಾವು ಮರೆಯಬಾರದು. bbox=[347, 200, 499, 680]
article1-column1: ದಕ್ಷಿಣದ ಭಾರತವನ್ನು ಸಮೃದ್ಧಿಗೊಳಿಸಿರುವ ನದಿಗಳ ಬಗ್ಗೆ ಮಾತನಾಡಿದಾಗ ಕಾವೇರಿ ಮತ್ತು ಕೃಷ್ಣೆಯ ಹೆಸರು ಮೊದಲಿಗೆ ಬರುತ್ತದೆ. ಉತ್ತರದಿಂದ ಬಂದ ಅಗಸ್ತ್ಯರು ಕಾವೇರಿಯನ್ನು ತಂದರು ಎಂಬ ಕಥೆ ನಮ್ಮ ಜನಪದದಲ್ಲಿ ಹಾಸುಹೊಕ್ಕಾಗಿದೆ. ಈ ಎರಡೂ ನದಿಗಳ ನೀರಿಗಾಗಿ ರಾಜ್ಯಗಳ ನಡುವೆ ವ್ಯಾಜ್ಯಗಳು ನಡೆಯುತ್ತಲೇ ಇವೆ. ನದಿಗಳು ಜನರನ್ನು ಬೆಸೆಯಬೇಕೇ ಹೊರತು ಬೇರ್ಪಡಿಸಬಾರದು ಎಂಬುದು ನಮ್ಮ ಹಿರಿಯರ ಸಿದ್ಧಾಂತವಾಗಿತ್ತು. ತಲಕಾವೇರಿಯಿಂದ ಹಿಡಿದು ಪೂಂಪುಹಾರ್ ವರೆಗೆ ಕಾವೇರಿಯ ಹರಿವು ಸಂಸ್ಕೃತಿಯ ಹರಿವೂ ಹೌದು. ವಾಸ್ತವ ಅರಿಯಬೇಕು: ಅಗಸ್ತ್ಯರ ಕಥೆಯು ದಕ್ಷಿಣದ ಬಗ್ಗೆ ಉತ್ತರದ ಕುತೂಹಲವನ್ನು ತೋರಿಸುತ್ತದೆ. ಕಾವೇರಿ ಮತ್ತು ಕೃಷ್ಣೆಯ ನೀರು ಹಂಚಿಕೆಯಲ್ಲಿ ವಾಸ್ತವವನ್ನು ಅರಿಯಬೇಕಾದ ಅಗತ್ಯವಿದೆ. ಮಳೆಯ ಕೊರತೆ, ಅಣೆಕಟ್ಟುಗಳ ಸಂಗ್ರಹ, ಕೃಷಿ ಅವಲಂಬನೆ ಎಲ್ಲವೂ ಸೇರಿ ಸಂಕಷ್ಟ ಸೂತ್ರ ರೂಪಿಸಬೇಕಿದೆ. ಕೃಷ್ಣಾ ನ್ಯಾಯಾಧಿಕರಣದ ತೀರ್ಪು ಜಾರಿಯಾಗಿ ನಮ್ಮ ಪಾಲಿನ ನೀರು ಬಳಕೆಯಾಗಬೇಕಿದೆ. ದಕ್ಷಿಣದ ಭಾರತವನ್ನು ಸಮೃದ್ಧಿಗೊಳಿಸಿರುವ ನದಿಗಳ ಬಗ್ಗೆ ಮಾತನಾಡಿದಾಗ ಕಾವೇರಿ ಮತ್ತು ಕೃಷ್ಣೆಯ ಹೆಸರು ಮೊದಲಿಗೆ ಬರುತ್ತದೆ. ಉತ್ತರದಿಂದ ಬಂದ ಅಗಸ್ತ್ಯರು ಕಾವೇರಿಯನ್ನು ತಂದರು ಎಂಬ ಕಥೆ ನಮ್ಮ ಜನಪದದಲ್ಲಿ ಹಾಸುಹೊಕ್ಕಾಗಿದೆ. ಈ ಎರಡೂ ನದಿಗಳ ನೀರಿಗಾಗಿ ರಾಜ್ಯಗಳ ನಡುವೆ ವ್ಯಾಜ್ಯಗಳು ನಡೆಯುತ್ತಲೇ ಇವೆ. ನದಿಗಳು ಜನರನ್ನು ಬೆಸೆಯಬೇಕೇ ಹೊರತು ಬೇರ್ಪಡಿಸಬಾರದು ಎಂಬುದು ನಮ್ಮ ಹಿರಿಯರ ಸಿದ್ಧಾಂತವಾಗಿತ್ತು. ತಲಕಾವೇರಿಯಿಂದ ಹಿಡಿದು ಪೂಂಪುಹಾರ್ ವರೆಗೆ ಕಾವೇರಿಯ ಹರಿವು ಸಂಸ್ಕೃತಿಯ ಹರಿವೂ ಹೌದು. ಅಗಸ್ತ್ಯರ ಕಥೆಯು ದಕ್ಷಿಣದ ಬಗ್ಗೆ ಉತ್ತರದ ಕುತೂಹಲವನ್ನು ತೋರಿಸುತ್ತದೆ. ಕಾವೇರಿ ಮತ್ತು ಕೃಷ್ಣೆಯ ನೀರು ಹಂಚಿಕೆಯಲ್ಲಿ ವಾಸ್ತವವನ್ನು ಅರಿಯಬೇಕಾದ ಅಗತ್ಯವಿದೆ. ಮಳೆಯ ಕೊರತೆ, ಅಣೆಕಟ್ಟುಗಳ ಸಂಗ್ರಹ, ಕೃಷಿ ಅವಲಂಬನೆ ಎಲ್ಲವೂ ಸೇರಿ ಸಂಕಷ್ಟ ಸೂತ್ರ ರೂಪಿಸಬೇಕಿದೆ. ಕೃಷ್ಣಾ ನ್ಯಾಯಾಧಿಕರಣದ ತೀರ್ಪು ಜಾರಿಯಾಗಿ ನಮ್ಮ ಪಾಲಿನ ನೀರು ಬಳಕೆಯಾಗಬೇಕಿದೆ. bbox=[12, 130, 162, 545]
article1-headline: ಕಾವೇರಿಯಿಂದ ಕೃಷ್ಣೆಯವರೆಗೆ... bbox=[77, 85, 433, 124]
article3-column1: ಅದು 1924ರ ಫೆಬ್ರವರಿ 28ರ ಶುಕ್ರವಾರ. ರಾತ್ರಿ ಎಂಟರ ಹೊತ್ತು. ಗಾಂಧೀಜಿ ದಿಲೀಪ್ ಕುಮಾರ್ ರಾಯ್ ಅವರ ಹಾಡು ಕೇಳಲು ಕುಳಿತಿದ್ದರು. ಬಾಪೂ ಅವರಿಗೆ ಸಂಗೀತ ಎಂದರೆ ಪ್ರಾಣ. ಭಜನೆಗಳು ಅವರ ಆಶ್ರಮದ ದಿನಚರಿಯ ಭಾಗವಾಗಿದ್ದವು. ಬ್ಯಾರೊಣರಿಗೆ ಪತ್ರ: ಮಹಾತ್ಮ ಗಾಂಧೀಜಿಯವರು ಸ್ವಾತಂತ್ರ್ಯ ಹೋರಾಟದ ಬಗ್ಗೆ ಹೆಚ್ಚು ಚರ್ಚೆ ನಡೆಸಿದಂತೆ ಸಂಗೀತದ ಬಗ್ಗೆಯೂ ಆಳವಾದ ಅಭಿಪ್ರಾಯ ಹೊಂದಿದ್ದರು. ಸಂಗೀತವು ಮನಸ್ಸಿಗೆ ಶಾಂತಿ ನೀಡುತ್ತದೆ ಎಂದು ಅವರು ನಂಬಿದ್ದರು. ಮಹಾತ್ಮ ಗಾಂಧೀಜಿಯವರು ಸ್ವಾತಂತ್ರ್ಯ ಹೋರಾಟದ ಬಗ್ಗೆ ಹೆಚ್ಚು ಚರ್ಚೆ ನಡೆಸಿದಂತೆ ಸಂಗೀತದ ಬಗ್ಗೆಯೂ ಆಳವಾದ ಅಭಿಪ್ರಾಯ ಹೊಂದಿದ್ದರು. ಸಂಗೀತವು ಮನಸ್ಸಿಗೆ ಶಾಂತಿ ನೀಡುತ್ತದೆ ಎಂದು ಅವರು ನಂಬಿದ್ದರು. ಅದು 1924ರ ಫೆಬ್ರವರಿ 28ರ ಶುಕ್ರವಾರ. ರಾತ್ರಿ ಎಂಟರ ಹೊತ್ತು. ಗಾಂಧೀಜಿ ದಿಲೀಪ್ ಕುಮಾರ್ ರಾಯ್ ಅವರ ಹಾಡು ಕೇಳಲು ಕುಳಿತಿದ್ದರು. ಬಾಪೂ ಅವರಿಗೆ ಸಂಗೀತ ಎಂದರೆ ಪ್ರಾಣ. ಭಜನೆಗಳು ಅವರ ಆಶ್ರಮದ ದಿನಚರಿಯ ಭಾಗವಾಗಿದ್ದವು. bbox=[12, 744, 182, 928]
end-mark bbox=[350, 610, 356, 616]
mobile-icon bbox=[576, 38, 585, 47]
article4-column2: ಅನಂತ್ ನಾಗ್ ಜೊತೆ ಅಭಿನಯಿಸಿದ್ದರು. ಕನ್ನಡದ ಜನತೆ ಅವರನ್ನು ಮನದುಂಬಿ ಅಭಿನಂದಿಸುತ್ತಿದೆ. ಸಂಗೀತ, ನೃತ್ಯ ಮತ್ತು ಅಭಿನಯದಲ್ಲಿ ಅವರು ಮೆರೆದ ಪ್ರತಿಭೆ ಅಪರೂಪದ್ದು. ದಶಕಗಳ ಕಾಲ ಅವರು ಪ್ರೇಕ್ಷಕರ ಹೃದಯ ಗೆದ್ದರು. ಚೌದಹ್‌ವೀ ಕಾ ಚಾಂದ್! ಹಿಂದಿ ಚಿತ್ರರಂಗದ ಸುವರ್ಣ ಯುಗದ ನಟಿ ವಹೀದಾ ರೆಹಮಾನ್ ಅವರಿಗೆ ಈ ಬಾರಿಯ ದಾದಾ ಸಾಹೇಬ್ ಫಾಲ್ಕೆ ಪ್ರಶಸ್ತಿ ಘೋಷಣೆಯಾಗಿದೆ. ಪ್ಯಾಸಾ, ಕಾಗಜ್ ಕೆ ಫೂಲ್, ಗೈಡ್ ಚಿತ್ರಗಳಲ್ಲಿ ಅವರ ಅಭಿನಯ ಅಜರಾಮರ. bbox=[172, 1172, 332, 1273]
author-photo bbox=[784, 103, 824, 147]
column-tag: ರಾಜ್ಯಕಾರಣ bbox=[219, 127, 336, 148]
website-link[interactable]: www.vijaykarnataka.com bbox=[265, 37, 390, 47]
website-links bbox=[265, 37, 676, 47]
article3-headline: ಮನುಷ್ಯ ಸಂತಸ ಪಡಲು ಇರುವ ಏಕೈಕ ದಾರಿ ಸಂಗೀತ bbox=[179, 696, 811, 731]
column-tag: ಬಣ್ಣದ ಕಿಟಕಿ bbox=[225, 1111, 331, 1132]
author-email[interactable]: keerthi.ks@timesgroup.com bbox=[681, 137, 774, 145]
article2-headline: ಬನ್ನಿ, ಕಾಫಿ ಯಾತ್ರೆ ಮಾಡಿ ಬರೋಣ! bbox=[560, 60, 934, 95]
author-photo bbox=[779, 1097, 817, 1141]
article5-headline: ದೇಶಕ್ಕೆ ಹಸಿವಿದ್ದವೇಳೆ ಅಕ್ಷಯಪಾತ್ರೆ ತಂದಿಟ್ಟರು! bbox=[558, 1056, 937, 1084]
page-mark: c bbox=[722, 38, 727, 47]
article4-subheadline: ಕನ್ನಡಿಗರ ಕಣ್ಣು ಹುಣ್ಣಿಮೆಗೆ ಒಲಿದ ದಾದಾ ಸಾಹೇಬ್ ಫಾಲ್ಕೆ ಗರಿ bbox=[111, 1088, 393, 1104]
